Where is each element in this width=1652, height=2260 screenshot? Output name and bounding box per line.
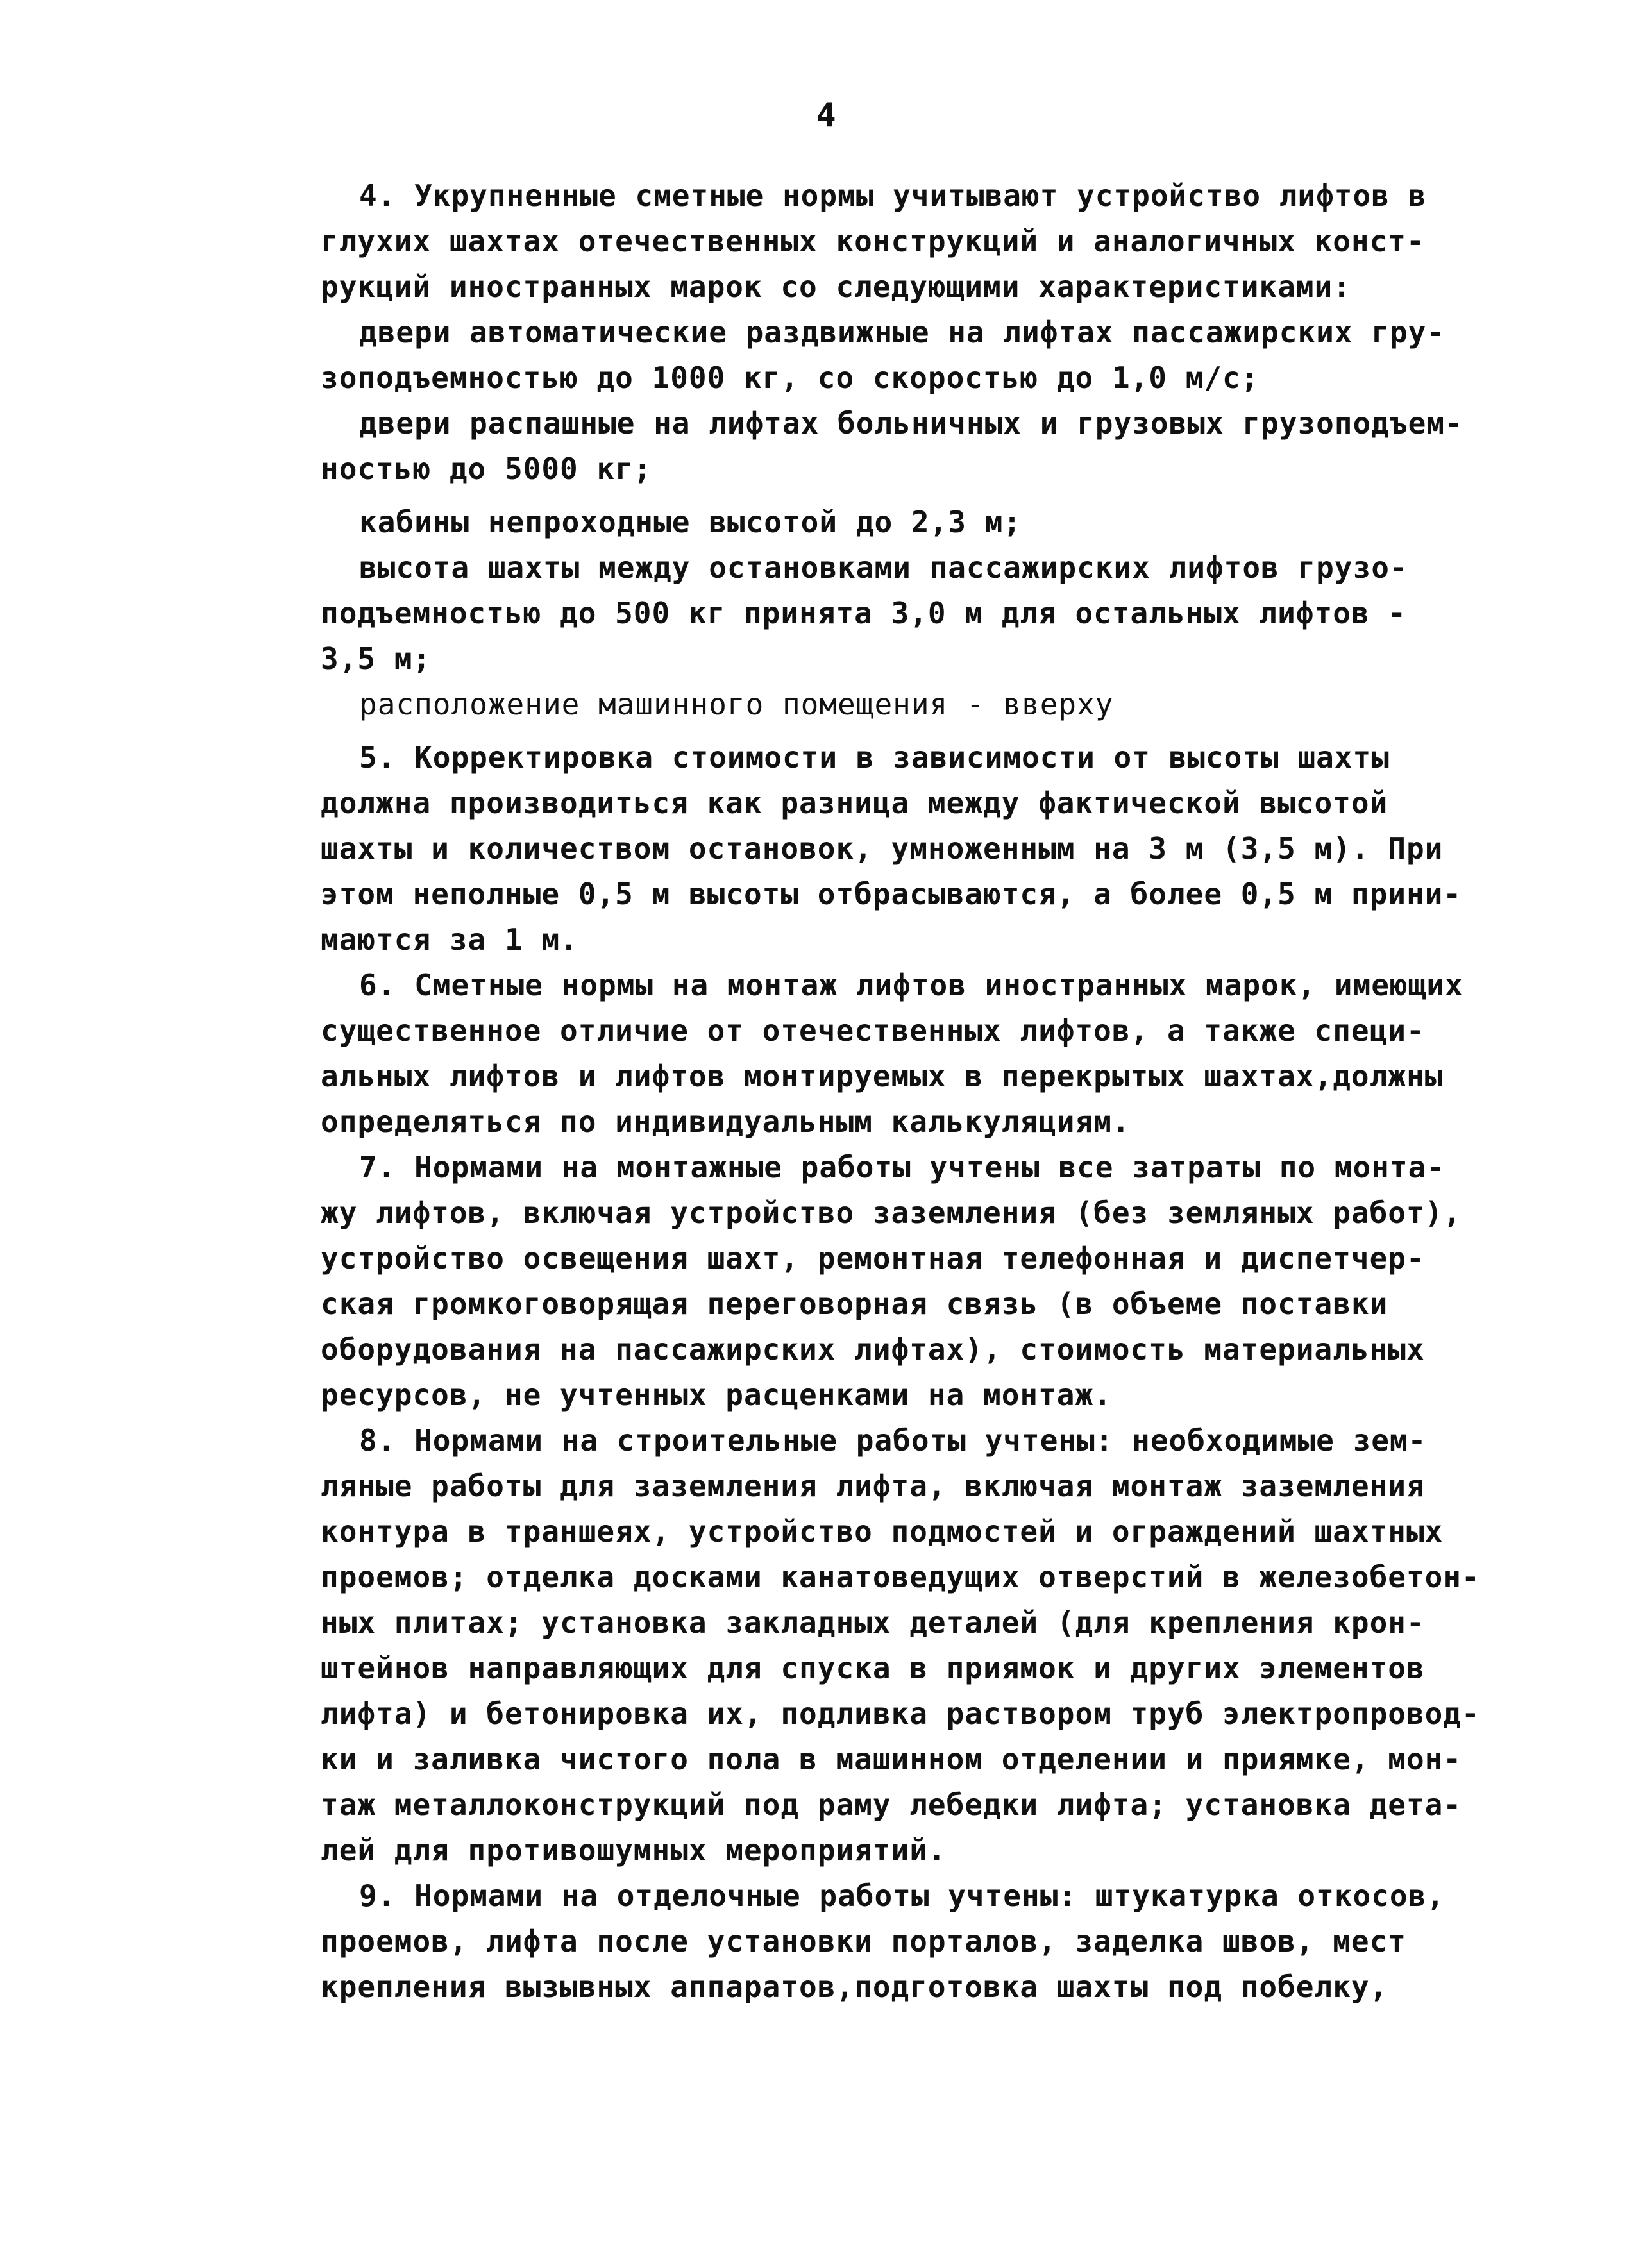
text-line: лей для противошумных мероприятий. — [321, 1833, 947, 1868]
text-line: подъемностью до 500 кг принята 3,0 м для остальных лифтов - — [321, 596, 1406, 630]
text-line: 5. Корректировка стоимости в зависимости от высоты шахты — [359, 740, 1390, 775]
text-line: ных плитах; установка закладных деталей (для крепления крон- — [321, 1605, 1425, 1640]
text-line: глухих шахтах отечественных конструкций и аналогичных конст- — [321, 224, 1425, 258]
text-line: проемов, лифта после установки порталов, заделка швов, мест — [321, 1924, 1406, 1959]
document-body — [321, 173, 1539, 2010]
text-line: ки и заливка чистого пола в машинном отделении и приямке, мон- — [321, 1742, 1462, 1776]
text-line: определяться по индивидуальным калькуляциям. — [321, 1104, 1131, 1139]
text-line: контура в траншеях, устройство подмостей и ограждений шахтных — [321, 1514, 1444, 1549]
text-line: этом неполные 0,5 м высоты отбрасываются, а более 0,5 м прини- — [321, 877, 1462, 911]
text-line: альных лифтов и лифтов монтируемых в перекрытых шахтах,должны — [321, 1059, 1444, 1093]
text-line: устройство освещения шахт, ремонтная телефонная и диспетчер- — [321, 1241, 1425, 1276]
text-line: лифта) и бетонировка их, подливка раствором труб электропровод- — [321, 1696, 1480, 1731]
text-line: ляные работы для заземления лифта, включая монтаж заземления — [321, 1469, 1425, 1503]
text-line: проемов; отделка досками канатоведущих отверстий в железобетон- — [321, 1560, 1480, 1594]
text-line: шахты и количеством остановок, умноженным на 3 м (3,5 м). При — [321, 831, 1444, 866]
text-line: рукций иностранных марок со следующими характеристиками: — [321, 269, 1351, 304]
text-line: ресурсов, не учтенных расценками на монтаж. — [321, 1378, 1112, 1412]
text-line: штейнов направляющих для спуска в приямок и других элементов — [321, 1651, 1425, 1685]
text-line: кабины непроходные высотой до 2,3 м; — [359, 505, 1022, 539]
text-line: оборудования на пассажирских лифтах), стоимость материальных — [321, 1332, 1425, 1367]
text-line: ская громкоговорящая переговорная связь (в объеме поставки — [321, 1286, 1388, 1321]
text-line: крепления вызывных аппаратов,подготовка шахты под побелку, — [321, 1969, 1388, 2004]
text-line: высота шахты между остановками пассажирских лифтов грузо- — [359, 550, 1408, 585]
text-line: маются за 1 м. — [321, 922, 578, 957]
text-line: 7. Нормами на монтажные работы учтены все затраты по монта- — [359, 1150, 1445, 1185]
text-line: существенное отличие от отечественных лифтов, а также специ- — [321, 1013, 1425, 1048]
page-number: 4 — [816, 96, 836, 135]
text-line: 6. Сметные нормы на монтаж лифтов иностранных марок, имеющих — [359, 968, 1463, 1002]
text-line: ностью до 5000 кг; — [321, 451, 652, 486]
text-line: 4. Укрупненные сметные нормы учитывают устройство лифтов в — [359, 178, 1427, 213]
text-line: 9. Нормами на отделочные работы учтены: штукатурка откосов, — [359, 1878, 1445, 1913]
text-line: двери распашные на лифтах больничных и грузовых грузоподъем- — [359, 406, 1463, 441]
text-line: жу лифтов, включая устройство заземления (без земляных работ), — [321, 1195, 1462, 1230]
text-line: расположение машинного помещения - вверху — [359, 687, 1114, 721]
text-line: таж металлоконструкций под раму лебедки лифта; установка дета- — [321, 1787, 1462, 1822]
text-line: 3,5 м; — [321, 641, 432, 676]
text-line: двери автоматические раздвижные на лифтах пассажирских гру- — [359, 315, 1445, 350]
text-line: должна производиться как разница между фактической высотой — [321, 786, 1388, 820]
text-line: зоподъемностью до 1000 кг, со скоростью до 1,0 м/с; — [321, 360, 1260, 395]
text-line: 8. Нормами на строительные работы учтены: необходимые зем- — [359, 1423, 1427, 1458]
